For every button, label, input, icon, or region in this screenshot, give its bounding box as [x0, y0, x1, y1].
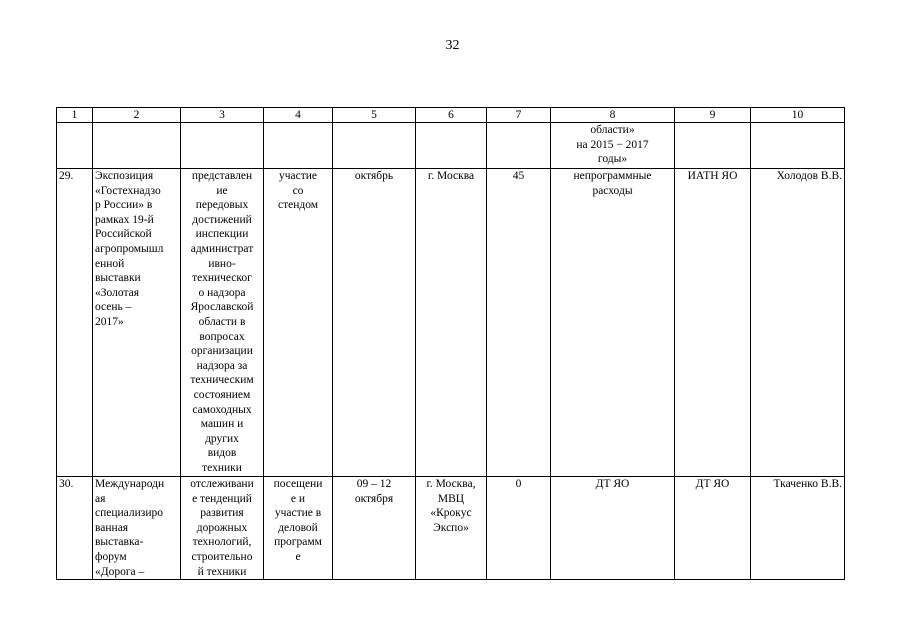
- event-name: Экспозиция «Гостехнадзо р России» в рамках 19-й Российской агропромышл енной выставки «Золотая осень – 2017»: [93, 169, 181, 477]
- cont-cell-5: [333, 123, 416, 169]
- continuation-row: [57, 123, 845, 169]
- cont-cell-4: [264, 123, 333, 169]
- participation-form: посещени е и участие в деловой программ е: [264, 477, 333, 580]
- responsible-person: Холодов В.В.: [751, 169, 845, 477]
- page-number: 32: [445, 38, 460, 53]
- organizer: ДТ ЯО: [675, 477, 751, 580]
- cont-cell-2: [93, 123, 181, 169]
- funding-source: непрограммные расходы: [551, 169, 675, 477]
- event-cost: 0: [487, 477, 551, 580]
- event-name: Международн ая специализиро ванная выставка- форум «Дорога –: [93, 477, 181, 580]
- cont-cell-9: [675, 123, 751, 169]
- column-header-3: 3: [181, 108, 264, 123]
- column-header-2: 2: [93, 108, 181, 123]
- column-header-6: 6: [416, 108, 487, 123]
- cont-cell-1: [57, 123, 93, 169]
- cont-cell-3: [181, 123, 264, 169]
- cont-cell-7: [487, 123, 551, 169]
- column-number-row: [57, 108, 845, 123]
- column-header-5: 5: [333, 108, 416, 123]
- column-header-10: 10: [751, 108, 845, 123]
- row-number: 30.: [57, 477, 93, 580]
- event-place: г. Москва: [416, 169, 487, 477]
- event-date: октябрь: [333, 169, 416, 477]
- event-goal: представлен ие передовых достижений инспекции администрат ивно- техническог о надзора Ярославской области в вопросах организации надзора за техническим состоянием самоходных машин и других видов техники: [181, 169, 264, 477]
- column-header-1: 1: [57, 108, 93, 123]
- column-header-4: 4: [264, 108, 333, 123]
- column-header-7: 7: [487, 108, 551, 123]
- event-goal: отслеживани е тенденций развития дорожных технологий, строительно й техники: [181, 477, 264, 580]
- event-cost: 45: [487, 169, 551, 477]
- table-row: [57, 477, 845, 580]
- responsible-person: Ткаченко В.В.: [751, 477, 845, 580]
- cont-cell-6: [416, 123, 487, 169]
- column-header-9: 9: [675, 108, 751, 123]
- event-place: г. Москва, МВЦ «Крокус Экспо»: [416, 477, 487, 580]
- events-table: [56, 107, 845, 580]
- funding-source: ДТ ЯО: [551, 477, 675, 580]
- column-header-8: 8: [551, 108, 675, 123]
- table-row: [57, 169, 845, 477]
- cont-cell-10: [751, 123, 845, 169]
- organizer: ИАТН ЯО: [675, 169, 751, 477]
- participation-form: участие со стендом: [264, 169, 333, 477]
- cont-cell-funding-source: области» на 2015 − 2017 годы»: [551, 123, 675, 169]
- event-date: 09 – 12 октября: [333, 477, 416, 580]
- row-number: 29.: [57, 169, 93, 477]
